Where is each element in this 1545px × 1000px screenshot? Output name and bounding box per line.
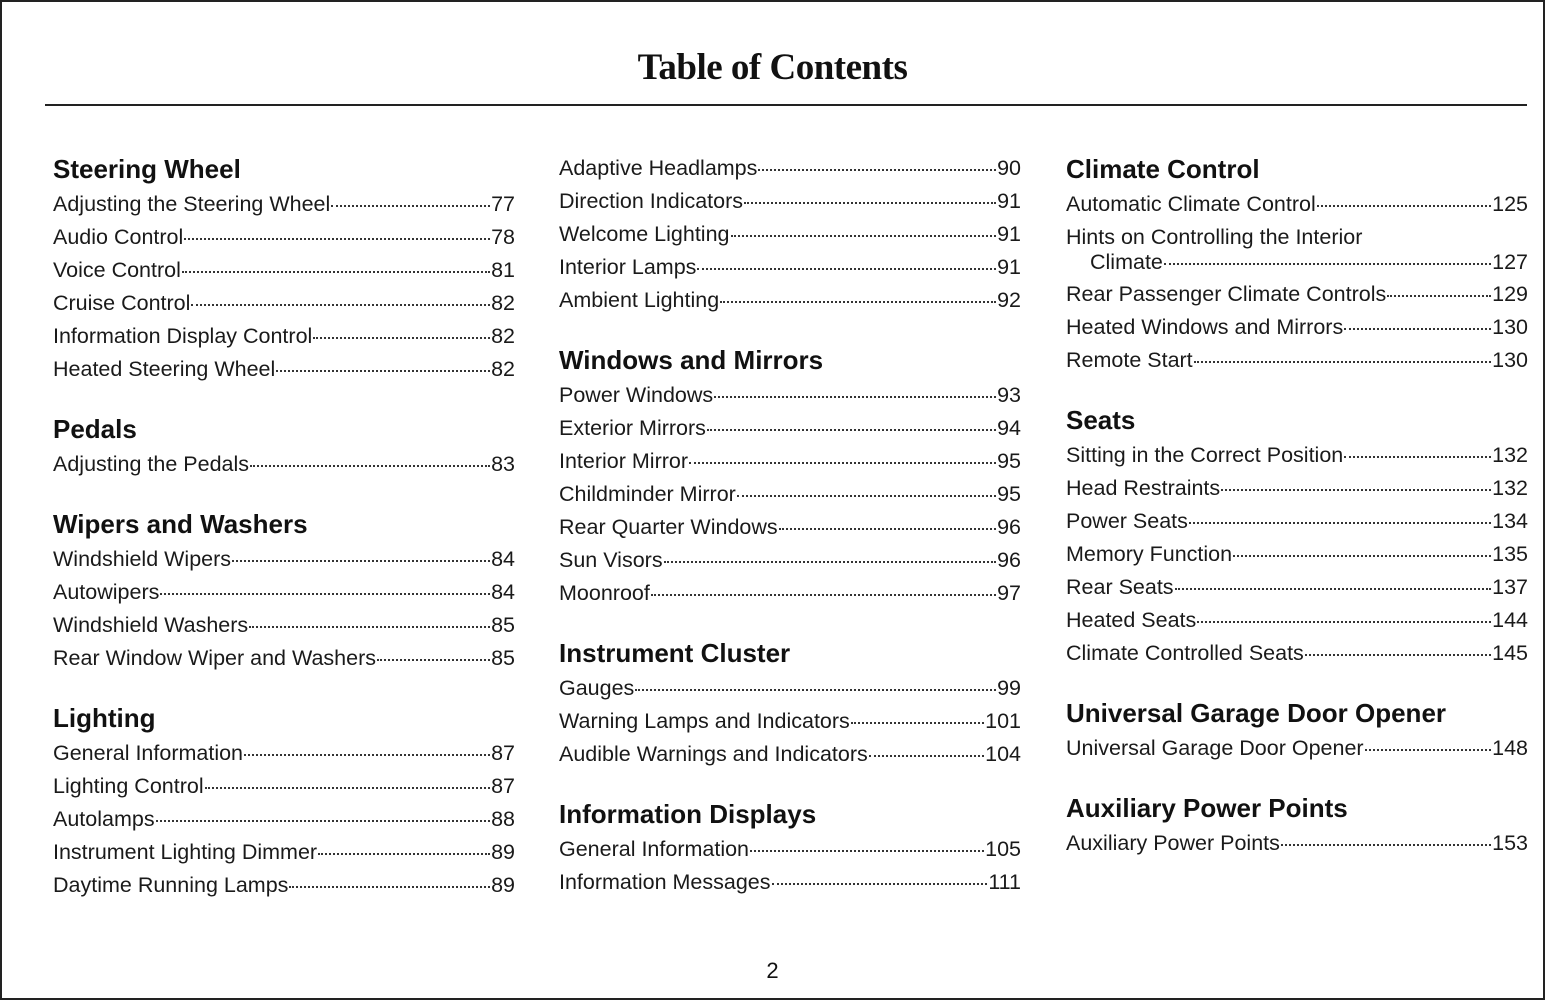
entry-label: Adjusting the Steering Wheel bbox=[53, 192, 331, 216]
entry-page-number: 91 bbox=[997, 222, 1021, 246]
section-heading: Steering Wheel bbox=[53, 154, 241, 184]
entry-label: Heated Windows and Mirrors bbox=[1066, 315, 1344, 339]
entry-label: Lighting Control bbox=[53, 774, 204, 798]
toc-entry[interactable] bbox=[53, 188, 515, 221]
entry-page-number: 137 bbox=[1492, 575, 1528, 599]
section-heading: Auxiliary Power Points bbox=[1066, 793, 1348, 823]
dot-leader bbox=[160, 592, 490, 595]
entry-page-number: 81 bbox=[491, 258, 515, 282]
entry-page-number: 129 bbox=[1492, 282, 1528, 306]
toc-entry[interactable] bbox=[53, 737, 515, 770]
entry-page-number: 82 bbox=[491, 357, 515, 381]
entry-label: Sun Visors bbox=[559, 548, 663, 572]
entry-label: Memory Function bbox=[1066, 542, 1233, 566]
toc-entry[interactable] bbox=[53, 836, 515, 869]
dot-leader bbox=[744, 201, 996, 204]
entry-page-number: 148 bbox=[1492, 736, 1528, 760]
entry-label: Autowipers bbox=[53, 580, 160, 604]
entry-label: Exterior Mirrors bbox=[559, 416, 706, 440]
entry-page-number: 85 bbox=[491, 613, 515, 637]
entry-page-number: 132 bbox=[1492, 443, 1528, 467]
entry-label: Windshield Washers bbox=[53, 613, 249, 637]
entry-label: Information Display Control bbox=[53, 324, 313, 348]
entry-label: Climate Controlled Seats bbox=[1066, 641, 1304, 665]
toc-entry[interactable] bbox=[1066, 344, 1528, 377]
entry-label: Heated Steering Wheel bbox=[53, 357, 276, 381]
toc-section bbox=[1066, 791, 1528, 860]
toc-entry[interactable] bbox=[559, 379, 1021, 412]
toc-entry[interactable] bbox=[559, 577, 1021, 610]
toc-entry[interactable] bbox=[559, 738, 1021, 771]
entry-label: General Information bbox=[559, 837, 750, 861]
dot-leader bbox=[289, 885, 490, 888]
toc-section bbox=[559, 797, 1021, 899]
toc-entry[interactable] bbox=[559, 185, 1021, 218]
toc-entry[interactable] bbox=[53, 320, 515, 353]
toc-entry[interactable] bbox=[559, 412, 1021, 445]
toc-entry[interactable] bbox=[1066, 188, 1528, 221]
dot-leader bbox=[1194, 360, 1491, 363]
section-heading: Seats bbox=[1066, 405, 1136, 435]
page-number: 2 bbox=[766, 958, 779, 983]
section-heading: Instrument Cluster bbox=[559, 638, 791, 668]
entry-page-number: 145 bbox=[1492, 641, 1528, 665]
entry-label: Automatic Climate Control bbox=[1066, 192, 1316, 216]
toc-entry[interactable] bbox=[559, 705, 1021, 738]
toc-entry[interactable] bbox=[559, 478, 1021, 511]
entry-page-number: 111 bbox=[988, 870, 1021, 894]
entry-label: Audio Control bbox=[53, 225, 184, 249]
toc-entry[interactable] bbox=[53, 254, 515, 287]
dot-leader bbox=[1344, 327, 1491, 330]
entry-page-number: 84 bbox=[491, 580, 515, 604]
entry-label: Interior Lamps bbox=[559, 255, 697, 279]
toc-entry[interactable] bbox=[53, 287, 515, 320]
entry-label: Gauges bbox=[559, 676, 635, 700]
entry-page-number: 97 bbox=[997, 581, 1021, 605]
entry-label: Adjusting the Pedals bbox=[53, 452, 250, 476]
section-heading: Information Displays bbox=[559, 799, 817, 829]
entry-label: Rear Quarter Windows bbox=[559, 515, 778, 539]
dot-leader bbox=[244, 753, 490, 756]
toc-column-2 bbox=[559, 152, 1021, 925]
dot-leader bbox=[1387, 294, 1491, 297]
toc-entry[interactable] bbox=[53, 448, 515, 481]
entry-page-number: 89 bbox=[491, 873, 515, 897]
entry-label: Power Seats bbox=[1066, 509, 1188, 533]
entry-page-number: 101 bbox=[985, 709, 1021, 733]
dot-leader bbox=[772, 882, 988, 885]
entry-page-number: 89 bbox=[491, 840, 515, 864]
entry-label: Autolamps bbox=[53, 807, 155, 831]
entry-page-number: 105 bbox=[985, 837, 1021, 861]
toc-entry[interactable] bbox=[559, 445, 1021, 478]
entry-page-number: 88 bbox=[491, 807, 515, 831]
entry-label: Rear Seats bbox=[1066, 575, 1174, 599]
toc-column-1 bbox=[53, 152, 515, 928]
dot-leader bbox=[156, 819, 490, 822]
toc-entry[interactable] bbox=[1066, 439, 1528, 472]
entry-page-number: 134 bbox=[1492, 509, 1528, 533]
dot-leader bbox=[1175, 587, 1492, 590]
toc-entry[interactable] bbox=[1066, 538, 1528, 571]
toc-entry[interactable] bbox=[53, 353, 515, 386]
dot-leader bbox=[249, 625, 490, 628]
page-title: Table of Contents bbox=[637, 47, 908, 88]
entry-page-number: 127 bbox=[1492, 250, 1528, 274]
entry-page-number: 95 bbox=[997, 482, 1021, 506]
entry-label: Information Messages bbox=[559, 870, 771, 894]
entry-page-number: 82 bbox=[491, 324, 515, 348]
toc-section bbox=[1066, 152, 1528, 377]
dot-leader bbox=[689, 461, 996, 464]
dot-leader bbox=[779, 527, 996, 530]
entry-label: Adaptive Headlamps bbox=[559, 156, 758, 180]
entry-label: Rear Window Wiper and Washers bbox=[53, 646, 377, 670]
entry-page-number: 132 bbox=[1492, 476, 1528, 500]
dot-leader bbox=[664, 560, 997, 563]
section-heading: Wipers and Washers bbox=[53, 509, 308, 539]
section-heading: Lighting bbox=[53, 703, 156, 733]
dot-leader bbox=[205, 786, 490, 789]
entry-page-number: 99 bbox=[997, 676, 1021, 700]
entry-label-continuation-row bbox=[1066, 250, 1528, 275]
entry-page-number: 77 bbox=[491, 192, 515, 216]
entry-page-number: 92 bbox=[997, 288, 1021, 312]
dot-leader bbox=[714, 395, 996, 398]
section-heading: Climate Control bbox=[1066, 154, 1260, 184]
entry-label: Auxiliary Power Points bbox=[1066, 831, 1280, 855]
entry-label: Voice Control bbox=[53, 258, 181, 282]
toc-entry[interactable] bbox=[1066, 472, 1528, 505]
section-heading: Pedals bbox=[53, 414, 137, 444]
dot-leader bbox=[1164, 262, 1491, 265]
toc-entry[interactable] bbox=[53, 770, 515, 803]
entry-page-number: 104 bbox=[985, 742, 1021, 766]
dot-leader bbox=[377, 658, 490, 661]
entry-page-number: 130 bbox=[1492, 348, 1528, 372]
title-rule bbox=[45, 104, 1527, 106]
toc-entry[interactable] bbox=[559, 218, 1021, 251]
toc-section bbox=[559, 152, 1021, 317]
entry-page-number: 85 bbox=[491, 646, 515, 670]
entry-label: Windshield Wipers bbox=[53, 547, 232, 571]
toc-entry[interactable] bbox=[1066, 311, 1528, 344]
entry-page-number: 93 bbox=[997, 383, 1021, 407]
entry-label: General Information bbox=[53, 741, 244, 765]
dot-leader bbox=[737, 494, 996, 497]
entry-page-number: 130 bbox=[1492, 315, 1528, 339]
toc-entry[interactable] bbox=[559, 284, 1021, 317]
entry-page-number: 153 bbox=[1492, 831, 1528, 855]
dot-leader bbox=[1305, 653, 1491, 656]
entry-page-number: 94 bbox=[997, 416, 1021, 440]
toc-entry[interactable] bbox=[53, 609, 515, 642]
entry-page-number: 87 bbox=[491, 774, 515, 798]
dot-leader bbox=[1221, 488, 1491, 491]
entry-label-continuation: Climate bbox=[1090, 250, 1163, 274]
entry-label: Heated Seats bbox=[1066, 608, 1197, 632]
toc-entry[interactable] bbox=[559, 544, 1021, 577]
entry-label: Childminder Mirror bbox=[559, 482, 736, 506]
entry-page-number: 90 bbox=[997, 156, 1021, 180]
dot-leader bbox=[1233, 554, 1491, 557]
entry-label: Daytime Running Lamps bbox=[53, 873, 289, 897]
entry-page-number: 84 bbox=[491, 547, 515, 571]
toc-entry[interactable] bbox=[559, 866, 1021, 899]
toc-section bbox=[1066, 696, 1528, 765]
toc-entry[interactable] bbox=[559, 833, 1021, 866]
entry-label: Ambient Lighting bbox=[559, 288, 720, 312]
dot-leader bbox=[313, 336, 490, 339]
toc-entry[interactable] bbox=[559, 511, 1021, 544]
dot-leader bbox=[707, 428, 996, 431]
toc-entry[interactable] bbox=[1066, 221, 1528, 278]
entry-label: Remote Start bbox=[1066, 348, 1193, 372]
dot-leader bbox=[1197, 620, 1491, 623]
toc-entry[interactable] bbox=[53, 869, 515, 902]
toc-entry[interactable] bbox=[1066, 637, 1528, 670]
dot-leader bbox=[731, 234, 997, 237]
dot-leader bbox=[635, 688, 996, 691]
dot-leader bbox=[869, 754, 984, 757]
entry-label: Head Restraints bbox=[1066, 476, 1221, 500]
toc-section bbox=[53, 152, 515, 386]
entry-page-number: 78 bbox=[491, 225, 515, 249]
dot-leader bbox=[250, 464, 490, 467]
entry-page-number: 95 bbox=[997, 449, 1021, 473]
entry-page-number: 96 bbox=[997, 548, 1021, 572]
entry-page-number: 82 bbox=[491, 291, 515, 315]
dot-leader bbox=[184, 237, 490, 240]
toc-entry[interactable] bbox=[1066, 571, 1528, 604]
entry-label: Hints on Controlling the Interior bbox=[1066, 225, 1363, 249]
dot-leader bbox=[1365, 748, 1492, 751]
entry-label: Warning Lamps and Indicators bbox=[559, 709, 850, 733]
entry-label: Rear Passenger Climate Controls bbox=[1066, 282, 1387, 306]
toc-entry[interactable] bbox=[1066, 827, 1528, 860]
toc-entry[interactable] bbox=[559, 251, 1021, 284]
entry-label: Sitting in the Correct Position bbox=[1066, 443, 1344, 467]
entry-page-number: 125 bbox=[1492, 192, 1528, 216]
dot-leader bbox=[720, 300, 996, 303]
toc-entry[interactable] bbox=[53, 576, 515, 609]
entry-page-number: 96 bbox=[997, 515, 1021, 539]
dot-leader bbox=[182, 270, 490, 273]
dot-leader bbox=[1317, 204, 1491, 207]
dot-leader bbox=[851, 721, 984, 724]
entry-label: Cruise Control bbox=[53, 291, 191, 315]
entry-label: Interior Mirror bbox=[559, 449, 689, 473]
dot-leader bbox=[318, 852, 490, 855]
dot-leader bbox=[1281, 843, 1491, 846]
toc-section bbox=[53, 507, 515, 675]
dot-leader bbox=[651, 593, 996, 596]
toc-entry[interactable] bbox=[53, 543, 515, 576]
entry-label: Moonroof bbox=[559, 581, 650, 605]
dot-leader bbox=[758, 168, 996, 171]
dot-leader bbox=[276, 369, 490, 372]
toc-column-3 bbox=[1066, 152, 1528, 886]
entry-label: Welcome Lighting bbox=[559, 222, 730, 246]
toc-entry[interactable] bbox=[1066, 604, 1528, 637]
dot-leader bbox=[191, 303, 490, 306]
toc-entry[interactable] bbox=[1066, 732, 1528, 765]
entry-label: Universal Garage Door Opener bbox=[1066, 736, 1364, 760]
entry-page-number: 83 bbox=[491, 452, 515, 476]
entry-label: Instrument Lighting Dimmer bbox=[53, 840, 318, 864]
toc-section bbox=[559, 636, 1021, 771]
dot-leader bbox=[750, 849, 984, 852]
section-heading: Windows and Mirrors bbox=[559, 345, 824, 375]
toc-entry[interactable] bbox=[53, 642, 515, 675]
dot-leader bbox=[232, 559, 490, 562]
toc-section bbox=[53, 412, 515, 481]
dot-leader bbox=[697, 267, 996, 270]
dot-leader bbox=[331, 204, 490, 207]
entry-page-number: 91 bbox=[997, 255, 1021, 279]
entry-page-number: 91 bbox=[997, 189, 1021, 213]
toc-entry[interactable] bbox=[559, 672, 1021, 705]
toc-entry[interactable] bbox=[1066, 278, 1528, 311]
toc-section bbox=[53, 701, 515, 902]
section-heading: Universal Garage Door Opener bbox=[1066, 698, 1447, 728]
entry-page-number: 135 bbox=[1492, 542, 1528, 566]
toc-entry[interactable] bbox=[53, 803, 515, 836]
toc-entry[interactable] bbox=[1066, 505, 1528, 538]
dot-leader bbox=[1344, 455, 1491, 458]
toc-entry[interactable] bbox=[559, 152, 1021, 185]
entry-label: Direction Indicators bbox=[559, 189, 744, 213]
dot-leader bbox=[1189, 521, 1491, 524]
entry-page-number: 144 bbox=[1492, 608, 1528, 632]
entry-label: Audible Warnings and Indicators bbox=[559, 742, 868, 766]
toc-section bbox=[559, 343, 1021, 610]
toc-section bbox=[1066, 403, 1528, 670]
entry-page-number: 87 bbox=[491, 741, 515, 765]
entry-label: Power Windows bbox=[559, 383, 714, 407]
toc-entry[interactable] bbox=[53, 221, 515, 254]
